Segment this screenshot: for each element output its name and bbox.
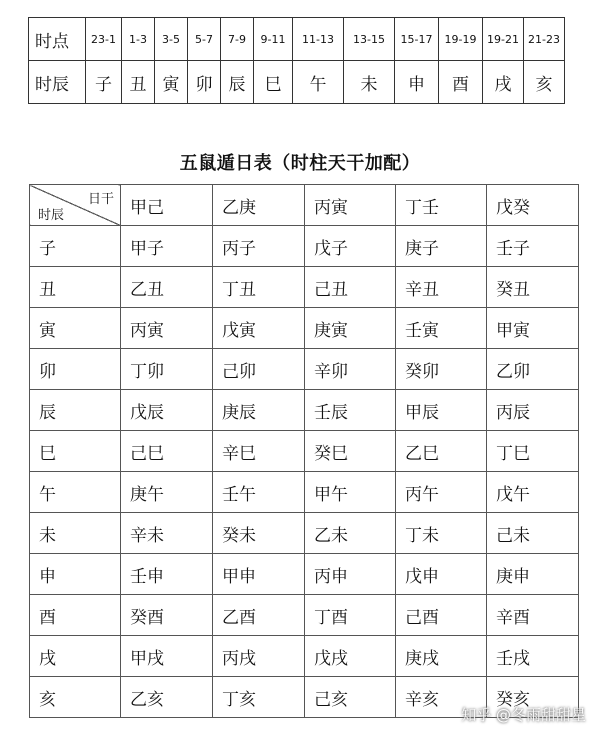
table-cell: 庚子 <box>396 226 487 267</box>
table-cell: 庚辰 <box>213 390 305 431</box>
table-cell: 己亥 <box>305 677 396 718</box>
table-row <box>30 390 579 431</box>
hour-cell: 13-15 <box>344 18 395 61</box>
row-branch-label: 寅 <box>30 308 121 349</box>
table-cell: 壬戌 <box>487 636 579 677</box>
hour-cell: 21-23 <box>524 18 565 61</box>
corner-day-stem-label: 日干 <box>87 192 114 207</box>
table-cell: 戊子 <box>305 226 396 267</box>
row-branch-label: 酉 <box>30 595 121 636</box>
hour-cell: 1-3 <box>122 18 155 61</box>
table-row <box>30 349 579 390</box>
table-cell: 己巳 <box>121 431 213 472</box>
table-cell: 庚申 <box>487 554 579 595</box>
table-cell: 癸巳 <box>305 431 396 472</box>
hour-cell: 19-21 <box>483 18 524 61</box>
watermark: 知乎 @冬雨甜甜星 <box>461 706 586 724</box>
header-row <box>30 185 579 226</box>
row-branch-label: 卯 <box>30 349 121 390</box>
table-cell: 甲寅 <box>487 308 579 349</box>
table-cell: 丙戌 <box>213 636 305 677</box>
row-branch-label: 辰 <box>30 390 121 431</box>
table-cell: 丁酉 <box>305 595 396 636</box>
table-cell: 壬寅 <box>396 308 487 349</box>
five-rats-table <box>29 184 579 718</box>
hour-cell: 15-17 <box>395 18 439 61</box>
table-row <box>30 513 579 554</box>
branch-cell: 子 <box>86 61 122 104</box>
table-cell: 甲辰 <box>396 390 487 431</box>
table-cell: 辛酉 <box>487 595 579 636</box>
branch-cell: 寅 <box>155 61 188 104</box>
table-cell: 丁卯 <box>121 349 213 390</box>
branch-cell: 辰 <box>221 61 254 104</box>
table-cell: 乙巳 <box>396 431 487 472</box>
table-cell: 辛丑 <box>396 267 487 308</box>
row-branch-label: 申 <box>30 554 121 595</box>
branch-cell: 申 <box>395 61 439 104</box>
table-cell: 甲午 <box>305 472 396 513</box>
table-title: 五鼠遁日表（时柱天干加配） <box>179 153 421 174</box>
table-cell: 甲子 <box>121 226 213 267</box>
table-cell: 乙未 <box>305 513 396 554</box>
branch-cell: 戌 <box>483 61 524 104</box>
table-cell: 癸卯 <box>396 349 487 390</box>
column-header: 丁壬 <box>396 185 487 226</box>
hour-cell: 11-13 <box>293 18 344 61</box>
hour-cell: 23-1 <box>86 18 122 61</box>
table-cell: 丁巳 <box>487 431 579 472</box>
table-cell: 丁丑 <box>213 267 305 308</box>
branch-cell: 卯 <box>188 61 221 104</box>
table-row <box>30 554 579 595</box>
table-cell: 癸酉 <box>121 595 213 636</box>
column-header: 甲己 <box>121 185 213 226</box>
table-cell: 己酉 <box>396 595 487 636</box>
branch-cell: 丑 <box>122 61 155 104</box>
table-cell: 丙子 <box>213 226 305 267</box>
table-cell: 己卯 <box>213 349 305 390</box>
table-cell: 己未 <box>487 513 579 554</box>
hour-cell: 9-11 <box>254 18 293 61</box>
table-cell: 丙辰 <box>487 390 579 431</box>
branch-cell: 酉 <box>439 61 483 104</box>
table-cell: 壬午 <box>213 472 305 513</box>
row-branch-label: 午 <box>30 472 121 513</box>
branch-cell: 亥 <box>524 61 565 104</box>
row-branch-label: 巳 <box>30 431 121 472</box>
row-branch-label: 丑 <box>30 267 121 308</box>
table-cell: 乙亥 <box>121 677 213 718</box>
hour-cell: 5-7 <box>188 18 221 61</box>
table-cell: 戊辰 <box>121 390 213 431</box>
table-cell: 庚午 <box>121 472 213 513</box>
table-cell: 丙寅 <box>121 308 213 349</box>
branch-cell: 巳 <box>254 61 293 104</box>
table-row <box>30 226 579 267</box>
branch-cell: 未 <box>344 61 395 104</box>
corner-cell <box>30 185 121 226</box>
table-cell: 甲戌 <box>121 636 213 677</box>
hour-cell: 19-19 <box>439 18 483 61</box>
table-cell: 丁亥 <box>213 677 305 718</box>
table-row <box>30 595 579 636</box>
table-cell: 辛卯 <box>305 349 396 390</box>
hour-mapping-table <box>28 17 565 104</box>
table-row <box>30 308 579 349</box>
row-branch-label: 未 <box>30 513 121 554</box>
table-cell: 丁未 <box>396 513 487 554</box>
table-row <box>30 636 579 677</box>
table-row <box>30 267 579 308</box>
table-row <box>30 431 579 472</box>
hour-cell: 7-9 <box>221 18 254 61</box>
branch-cell: 午 <box>293 61 344 104</box>
row-branch-label: 戌 <box>30 636 121 677</box>
table-cell: 戊戌 <box>305 636 396 677</box>
branch-row-label: 时辰 <box>29 61 86 104</box>
branch-row <box>29 61 565 104</box>
table-cell: 丙午 <box>396 472 487 513</box>
hour-row-label: 时点 <box>29 18 86 61</box>
table-cell: 丙申 <box>305 554 396 595</box>
column-header: 戊癸 <box>487 185 579 226</box>
table-cell: 壬辰 <box>305 390 396 431</box>
hour-row <box>29 18 565 61</box>
table-cell: 庚戌 <box>396 636 487 677</box>
table-cell: 辛巳 <box>213 431 305 472</box>
table-cell: 乙酉 <box>213 595 305 636</box>
table-cell: 辛未 <box>121 513 213 554</box>
hour-cell: 3-5 <box>155 18 188 61</box>
table-cell: 癸丑 <box>487 267 579 308</box>
table-row <box>30 472 579 513</box>
table-cell: 己丑 <box>305 267 396 308</box>
table-cell: 戊寅 <box>213 308 305 349</box>
column-header: 丙寅 <box>305 185 396 226</box>
table-cell: 壬申 <box>121 554 213 595</box>
table-cell: 庚寅 <box>305 308 396 349</box>
table-cell: 癸亥 <box>487 677 579 718</box>
table-cell: 戊申 <box>396 554 487 595</box>
table-cell: 乙丑 <box>121 267 213 308</box>
corner-hour-label: 时辰 <box>38 208 65 223</box>
table-cell: 乙卯 <box>487 349 579 390</box>
column-header: 乙庚 <box>213 185 305 226</box>
table-cell: 戊午 <box>487 472 579 513</box>
row-branch-label: 亥 <box>30 677 121 718</box>
row-branch-label: 子 <box>30 226 121 267</box>
table-cell: 癸未 <box>213 513 305 554</box>
table-cell: 甲申 <box>213 554 305 595</box>
table-cell: 辛亥 <box>396 677 487 718</box>
table-cell: 壬子 <box>487 226 579 267</box>
